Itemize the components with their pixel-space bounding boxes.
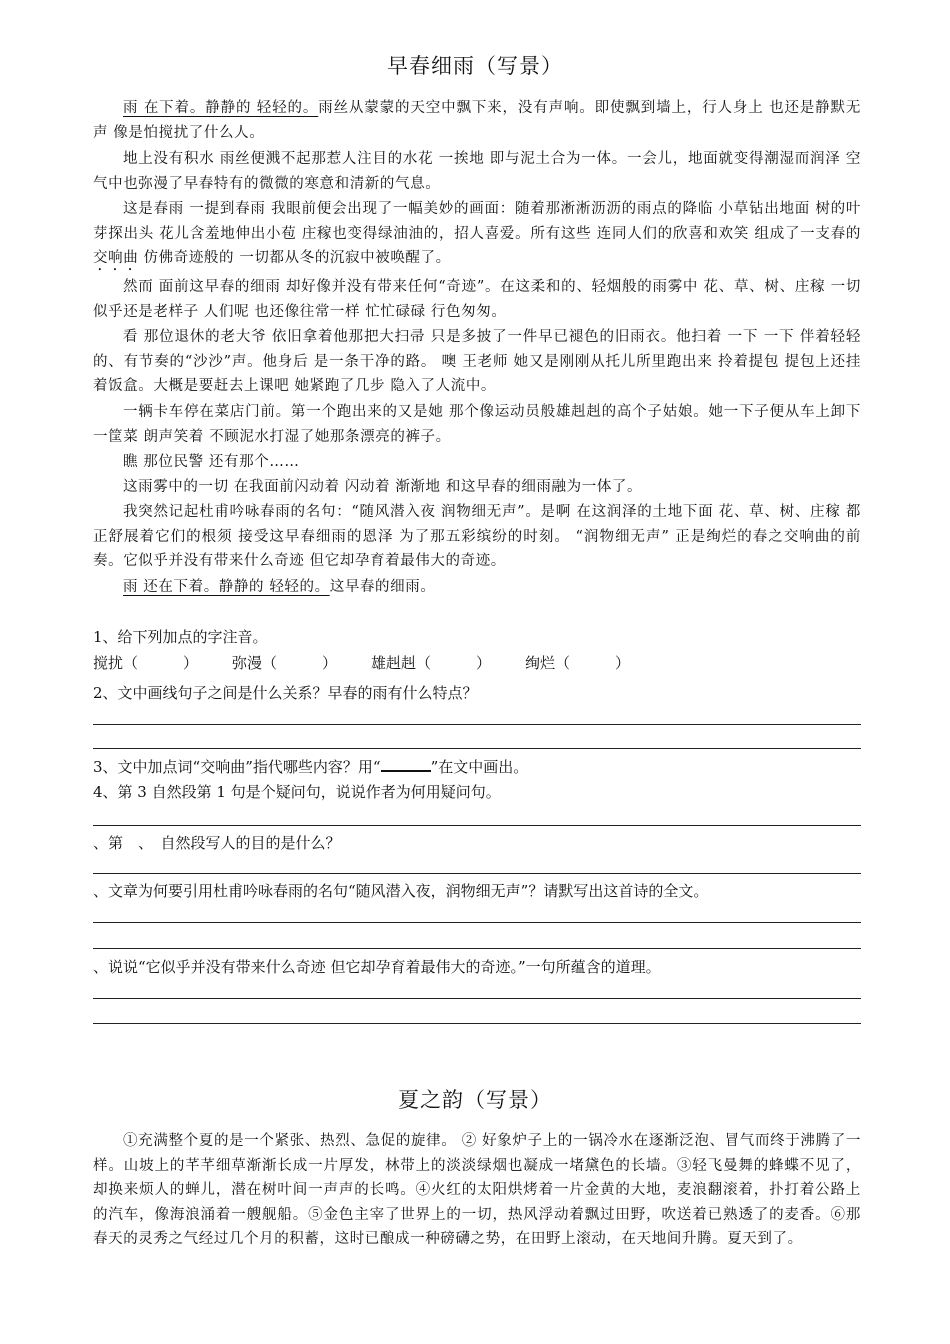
pinyin-item: 弥漫（ ） xyxy=(232,654,338,672)
dotted-word-symphony: 交响曲 xyxy=(93,250,139,266)
paragraph-3-text-b: 仿佛奇迹般的 一切都从冬的沉寂中被唤醒了。 xyxy=(138,250,451,266)
paragraph-5: 看 那位退休的老大爷 依旧拿着他那把大扫帚 只是多披了一件早已褪色的旧雨衣。他扫着 一下 一下 伴着轻轻的、有节奏的“沙沙”声。他身后 是一条干净的路。 噢 王老师 她又是刚刚从托儿所里跑出来 拎着提包 提包上还挂着饭盒。大概是要赶去上课吧 她紧跑了几步 隐入了人流中。 xyxy=(93,329,861,394)
pinyin-item: 雄赳赳（ ） xyxy=(371,654,492,672)
answer-line[interactable] xyxy=(93,873,861,874)
question-4: 4、第 3 自然段第 1 句是个疑问句，说说作者为何用疑问句。 xyxy=(93,783,501,801)
paragraph-6: 一辆卡车停在菜店门前。第一个跑出来的又是她 那个像运动员般雄赳赳的高个子姑娘。她一下子便从车上卸下一筐菜 朗声笑着 不顾泥水打湿了她那条漂亮的裤子。 xyxy=(93,404,861,445)
paragraph-10 xyxy=(93,575,861,600)
paragraph-8: 这雨雾中的一切 在我面前闪动着 闪动着 渐渐地 和这早春的细雨融为一体了。 xyxy=(123,479,643,495)
article-title-early-spring: 早春细雨（写景） xyxy=(387,54,563,78)
question-1: 1、给下列加点的字注音。 xyxy=(93,628,268,646)
question-2: 2、文中画线句子之间是什么关系？早春的雨有什么特点？ xyxy=(93,684,478,702)
paragraph-2: 地上没有积水 雨丝便溅不起那惹人注目的水花 一挨地 即与泥土合为一体。一会儿，地面就变得潮湿而润泽 空气中也弥漫了早春特有的微微的寒意和清新的气息。 xyxy=(93,151,861,192)
answer-line[interactable] xyxy=(93,825,861,826)
paragraph-10-text: 这早春的细雨。 xyxy=(329,579,436,595)
paragraph-3-text-a: 这是春雨 一提到春雨 我眼前便会出现了一幅美妙的画面：随着那淅淅沥沥的雨点的降临 小草钻出地面 树的叶芽探出头 花儿含羞地伸出小苞 庄稼也变得绿油油的，招人喜爱。所有这些 连同人们的欣喜和欢笑 组成了一支春的 xyxy=(93,201,861,242)
paragraph-1-text: 雨丝从蒙蒙的天空中飘下来，没有声响。即使飘到墙上，行人身上 也还是静默无声 像是怕搅扰了什么人。 xyxy=(93,100,861,141)
answer-line[interactable] xyxy=(93,1023,861,1024)
question-5: 、第 、 自然段写人的目的是什么？ xyxy=(93,834,341,852)
underlined-sentence-1: 雨 在下着。静静的 轻轻的。 xyxy=(123,100,319,116)
paragraph-3 xyxy=(93,197,861,274)
question-3-text-a: 3、文中加点词“交响曲”指代哪些内容？用“ xyxy=(93,758,381,776)
paragraph-9: 我突然记起杜甫吟咏春雨的名句：“随风潜入夜 润物细无声”。是啊 在这润泽的土地下面 花、草、树、庄稼 都正舒展着它们的根须 接受这早春细雨的恩泽 为了那五彩缤纷的时刻。 “润物细无声” 正是绚烂的春之交响曲的前奏。它似乎并没有带来什么奇迹 但它却孕育着最伟大的奇迹。 xyxy=(93,504,861,569)
paragraph-4: 然而 面前这早春的细雨 却好像并没有带来任何“奇迹”。在这柔和的、轻烟般的雨雾中 花、草、树、庄稼 一切似乎还是老样子 人们呢 也还像往常一样 忙忙碌碌 行色匆匆。 xyxy=(93,279,861,320)
article-title-summary: 夏之韵（写景） xyxy=(398,1088,552,1112)
answer-line[interactable] xyxy=(93,724,861,725)
paragraph-7: 瞧 那位民警 还有那个…… xyxy=(123,454,300,470)
blank-mark xyxy=(381,758,431,772)
pinyin-items xyxy=(93,652,664,673)
question-3-text-b: ”在文中画出。 xyxy=(430,758,529,776)
answer-line[interactable] xyxy=(93,948,861,949)
answer-line[interactable] xyxy=(93,922,861,923)
pinyin-item: 绚烂（ ） xyxy=(525,654,631,672)
pinyin-item: 搅扰（ ） xyxy=(93,654,199,672)
question-3 xyxy=(93,756,528,778)
paragraph-1 xyxy=(93,96,861,145)
summary-paragraph: ①充满整个夏的是一个紧张、热烈、急促的旋律。 ② 好象炉子上的一锅冷水在逐渐泛泡、冒气而终于沸腾了一样。山坡上的芊芊细草渐渐长成一片厚发，林带上的淡淡绿烟也凝成一堵黛色的长墙。③轻飞曼舞的蜂蝶不见了，却换来烦人的蝉儿，潜在树叶间一声声的长鸣。④火红的太阳烘烤着一片金黄的大地，麦浪翻滚着，扑打着公路上的汽车，像海浪涌着一艘舰船。⑤金色主宰了世界上的一切，热风浮动着飘过田野，吹送着已熟透了的麦香。⑥那春天的灵秀之气经过几个月的积蓄，这时已酿成一种磅礴之势，在田野上滚动，在天地间升腾。夏天到了。 xyxy=(93,1133,861,1247)
answer-line[interactable] xyxy=(93,748,861,749)
answer-line[interactable] xyxy=(93,998,861,999)
question-7: 、说说“它似乎并没有带来什么奇迹 但它却孕育着最伟大的奇迹。”一句所蕴含的道理。 xyxy=(93,958,661,976)
question-6: 、文章为何要引用杜甫吟咏春雨的名句“随风潜入夜，润物细无声”？请默写出这首诗的全文。 xyxy=(93,882,709,900)
underlined-sentence-2: 雨 还在下着。静静的 轻轻的。 xyxy=(123,579,330,595)
